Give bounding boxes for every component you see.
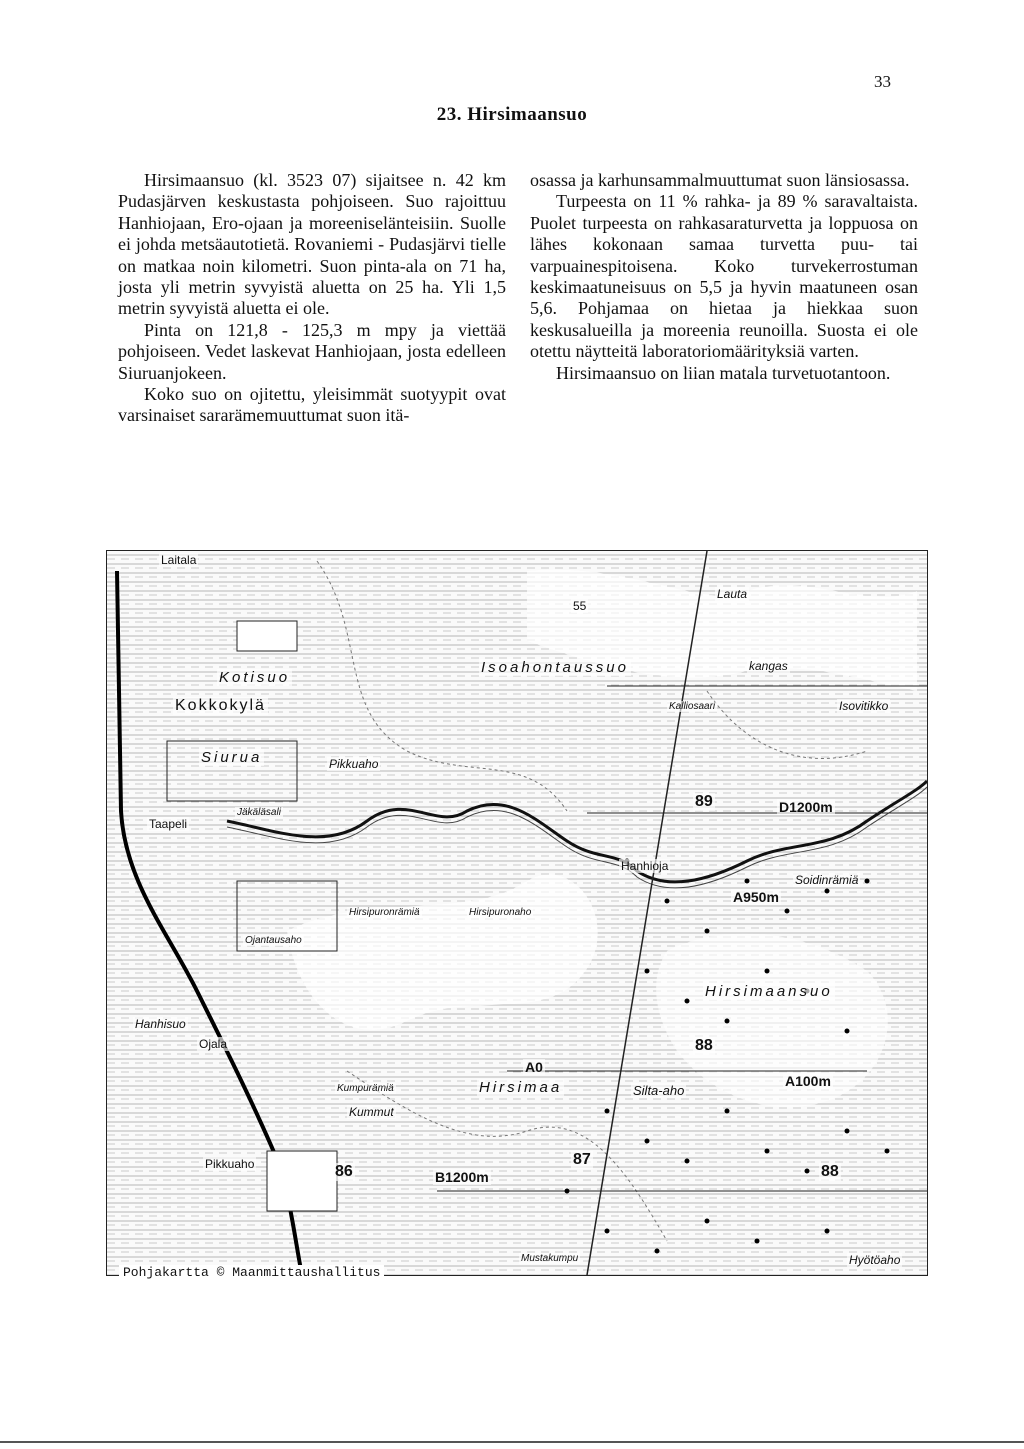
paragraph: Pinta on 121,8 - 125,3 m mpy ja viettää pohjoiseen. Vedet laskevat Hanhiojaan, josta edelleen Siuruanjokeen. bbox=[118, 319, 506, 383]
paragraph: osassa ja karhunsammalmuuttumat suon länsiosassa. bbox=[530, 170, 910, 190]
map-label-jakalasali: Jäkäläsali bbox=[237, 807, 281, 818]
map-label-kokkokyla: Kokkokylä bbox=[175, 697, 266, 714]
map-label-kumpuramia: Kumpurämiä bbox=[337, 1083, 394, 1094]
map-label-pikkuaho-south: Pikkuaho bbox=[205, 1157, 255, 1171]
map-label-taapeli: Taapeli bbox=[149, 817, 188, 831]
paragraph: Turpeesta on 11 % rahka- ja 89 % saravaltaista. Puolet turpeesta on rahkasaraturvetta ja loppuosa on lähes kokonaan samaa turvetta puu- tai varpuainespitoisena. Koko turvekerrostuman keskimaatuneisuus on 5,5 ja hyvin maatuneen osan 5,6. Pohjamaa on hietaa ja hiekkaa suon keskusalueilla ja moreenia reunoilla. Suosta ei ole otettu näytteitä laboratoriomäärityksiä varten. bbox=[530, 191, 918, 362]
page-number: 33 bbox=[874, 72, 891, 91]
map-label-ojantausaho: Ojantausaho bbox=[245, 935, 302, 946]
point-label: 88 bbox=[695, 1037, 713, 1054]
map-label-hanhioja: Hanhioja bbox=[621, 859, 669, 873]
bottom-rule bbox=[0, 1441, 1024, 1443]
point-label: B1200m bbox=[435, 1169, 489, 1185]
point-label: 55 bbox=[573, 599, 587, 613]
map-credit: Pohjakartta © Maanmittaushallitus bbox=[119, 1265, 384, 1280]
map-label-isovitikko: Isovitikko bbox=[839, 699, 889, 713]
map-label-laitala: Laitala bbox=[161, 553, 197, 567]
right-column bbox=[530, 170, 918, 384]
point-label: 88 bbox=[821, 1163, 839, 1180]
paragraph: Hirsimaansuo (kl. 3523 07) sijaitsee n. 42 km Pudasjärven keskustasta pohjoiseen. Suo rajoittuu Hanhiojaan, Ero-ojaan ja moreeniselänteisiin. Suolle ei johda metsäautotietä. Rovaniemi - Pudasjärvi tielle on matkaa noin kilometri. Suon pinta-ala on 71 ha, josta yli metrin syvyistä aluetta on 25 ha. Yli 1,5 metrin syvyistä aluetta ei ole. bbox=[118, 170, 506, 319]
map-label-isoahontaussuo: Isoahontaussuo bbox=[481, 659, 629, 676]
map-label-kotisuo: Kotisuo bbox=[219, 669, 291, 686]
map-label-soidinramia: Soidinrämiä bbox=[795, 873, 859, 887]
left-column bbox=[118, 170, 506, 427]
point-label: A0 bbox=[525, 1059, 543, 1075]
map-label-siurua: Siurua bbox=[201, 749, 263, 766]
map-label-hanhisuo: Hanhisuo bbox=[135, 1017, 186, 1031]
point-label: 87 bbox=[573, 1151, 591, 1168]
point-label: 86 bbox=[335, 1163, 353, 1180]
topographic-map bbox=[106, 550, 928, 1276]
map-label-kummut: Kummut bbox=[349, 1105, 394, 1119]
map-label-hirsimaa: Hirsimaa bbox=[479, 1079, 563, 1096]
point-label: 89 bbox=[695, 793, 713, 810]
map-label-lauta: Lauta bbox=[717, 587, 748, 601]
paragraph: Koko suo on ojitettu, yleisimmät suotyypit ovat varsinaiset sararämemuuttumat suon itä- bbox=[118, 384, 506, 426]
map-label-kalliosaari: Kalliosaari bbox=[669, 701, 716, 712]
map-label-hirsimaansuo: Hirsimaansuo bbox=[705, 983, 833, 1000]
map-label-pikkuaho: Pikkuaho bbox=[329, 757, 379, 771]
map-label-hyotoaho: Hyötöaho bbox=[849, 1253, 901, 1267]
point-label: A100m bbox=[785, 1073, 831, 1089]
point-label: A950m bbox=[733, 889, 779, 905]
map-label-hirsipuronramia: Hirsipuronrämiä bbox=[349, 907, 420, 918]
paragraph: Hirsimaansuo on liian matala turvetuotantoon. bbox=[556, 362, 891, 383]
map-label-siltaaho: Silta-aho bbox=[633, 1083, 685, 1098]
map-label-kangas: kangas bbox=[749, 659, 788, 673]
map-label-hirsipuronaho: Hirsipuronaho bbox=[469, 907, 532, 918]
page-title: 23. Hirsimaansuo bbox=[436, 104, 588, 125]
map-label-ojala: Ojala bbox=[199, 1037, 228, 1051]
map-label-mustakumpu: Mustakumpu bbox=[521, 1253, 579, 1264]
point-label: D1200m bbox=[779, 799, 833, 815]
